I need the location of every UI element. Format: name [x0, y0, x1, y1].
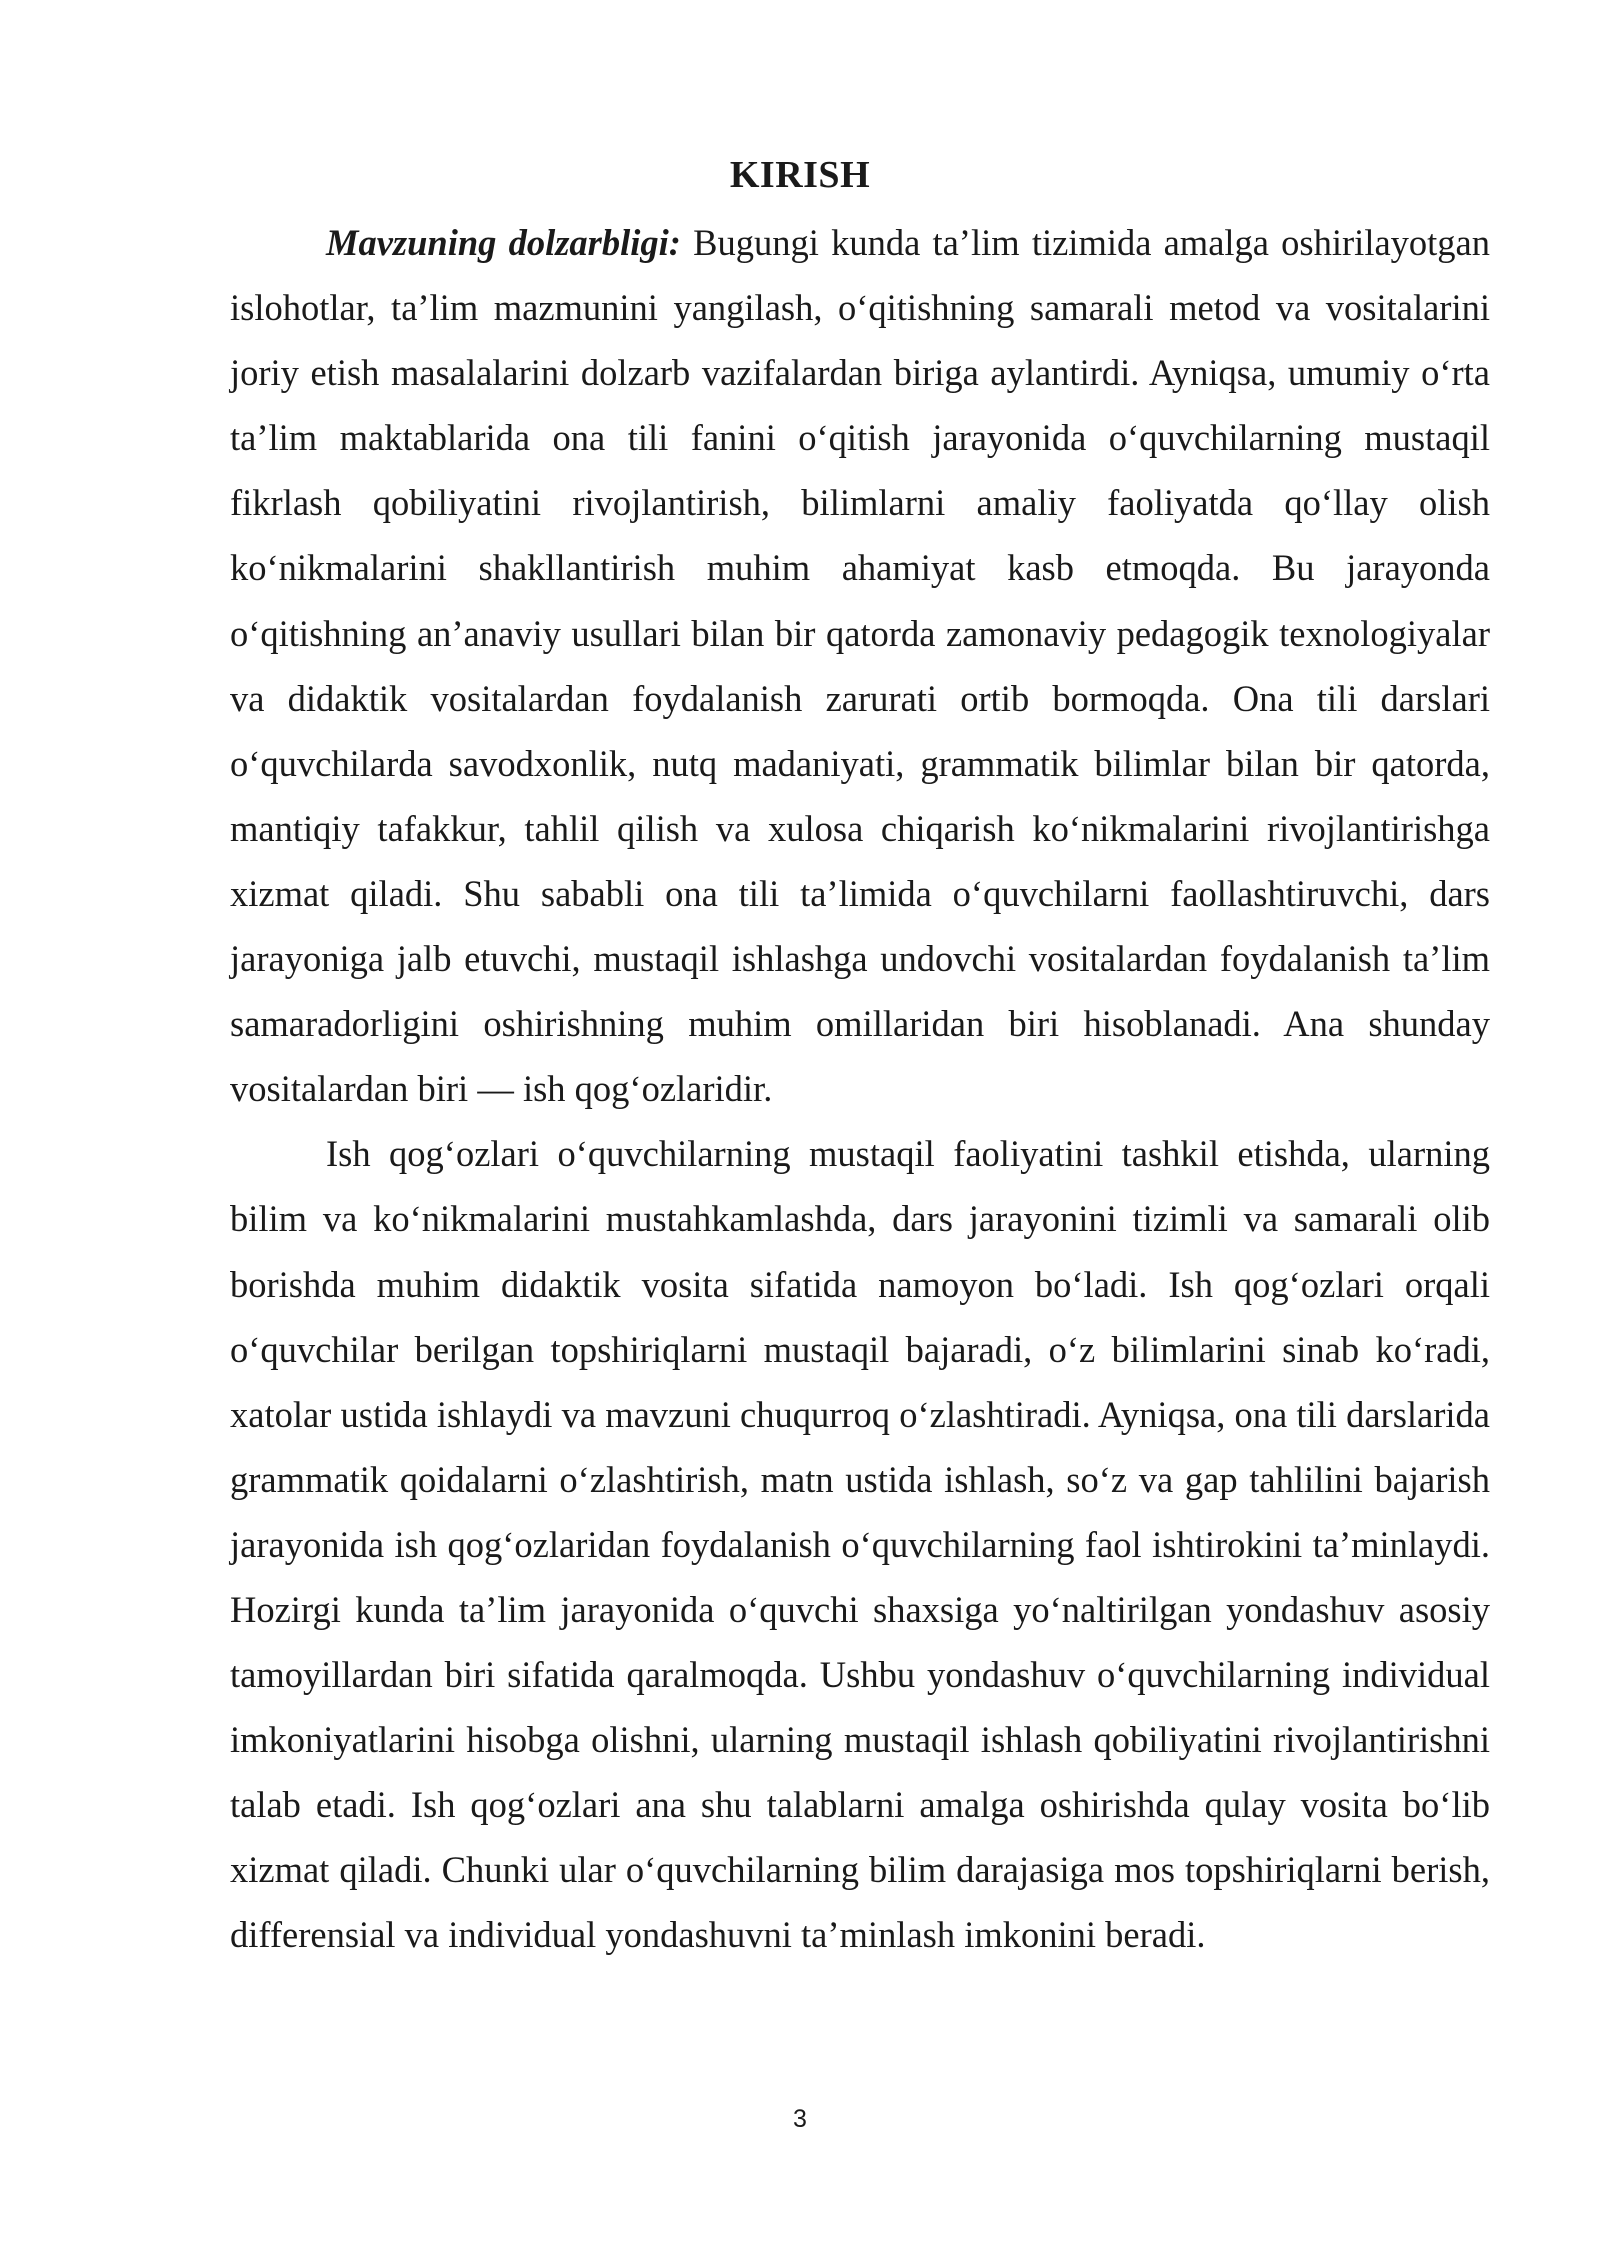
- paragraph-text: Ish qog‘ozlari o‘quvchilarning mustaqil faoliyatini tashkil etishda, ularning bilim va ko‘nikmalarini mustahkamlashda, dars jarayonini tizimli va samarali olib borishda muhim didaktik vosita sifatida namoyon bo‘ladi. Ish qog‘ozlari orqali o‘quvchilar berilgan topshiriqlarni mustaqil bajaradi, o‘z bilimlarini sinab ko‘radi, xatolar ustida ishlaydi va mavzuni chuqurroq o‘zlashtiradi. Ayniqsa, ona tili darslarida grammatik qoidalarni o‘zlashtirish, matn ustida ishlash, so‘z va gap tahlilini bajarish jarayonida ish qog‘ozlaridan foydalanish o‘quvchilarning faol ishtirokini ta’minlaydi. Hozirgi kunda ta’lim jarayonida o‘quvchi shaxsiga yo‘naltirilgan yondashuv asosiy tamoyillardan biri sifatida qaralmoqda. Ushbu yondashuv o‘quvchilarning individual imkoniyatlarini hisobga olishni, ularning mustaqil ishlash qobiliyatini rivojlantirishni talab etadi. Ish qog‘ozlari ana shu talablarni amalga oshirishda qulay vosita bo‘lib xizmat qiladi. Chunki ular o‘quvchilarning bilim darajasiga mos topshiriqlarni berish, differensial va individual yondashuvni ta’minlash imkonini beradi.: [230, 1133, 1490, 1956]
- section-title: KIRISH: [729, 154, 871, 196]
- paragraph-worksheets: [230, 1121, 1490, 1967]
- body-text: [230, 210, 1490, 1968]
- paragraph-text: Bugungi kunda ta’lim tizimida amalga oshirilayotgan islohotlar, ta’lim mazmunini yangilash, o‘qitishning samarali metod va vositalarini joriy etish masalalarini dolzarb vazifalardan biriga aylantirdi. Ayniqsa, umumiy o‘rta ta’lim maktablarida ona tili fanini o‘qitish jarayonida o‘quvchilarning mustaqil fikrlash qobiliyatini rivojlantirish, bilimlarni amaliy faoliyatda qo‘llay olish ko‘nikmalarini shakllantirish muhim ahamiyat kasb etmoqda. Bu jarayonda o‘qitishning an’anaviy usullari bilan bir qatorda zamonaviy pedagogik texnologiyalar va didaktik vositalardan foydalanish zarurati ortib bormoqda. Ona tili darslari o‘quvchilarda savodxonlik, nutq madaniyati, grammatik bilimlar bilan bir qatorda, mantiqiy tafakkur, tahlil qilish va xulosa chiqarish ko‘nikmalarini rivojlantirishga xizmat qiladi. Shu sababli ona tili ta’limida o‘quvchilarni faollashtiruvchi, dars jarayoniga jalb etuvchi, mustaqil ishlashga undovchi vositalardan foydalanish ta’lim samaradorligini oshirishning muhim omillaridan biri hisoblanadi. Ana shunday vositalardan biri — ish qog‘ozlaridir.: [230, 222, 1490, 1110]
- paragraph-relevance: [230, 210, 1490, 1121]
- paragraph-lead: Mavzuning dolzarbligi:: [326, 222, 681, 263]
- page-number: 3: [793, 2105, 807, 2133]
